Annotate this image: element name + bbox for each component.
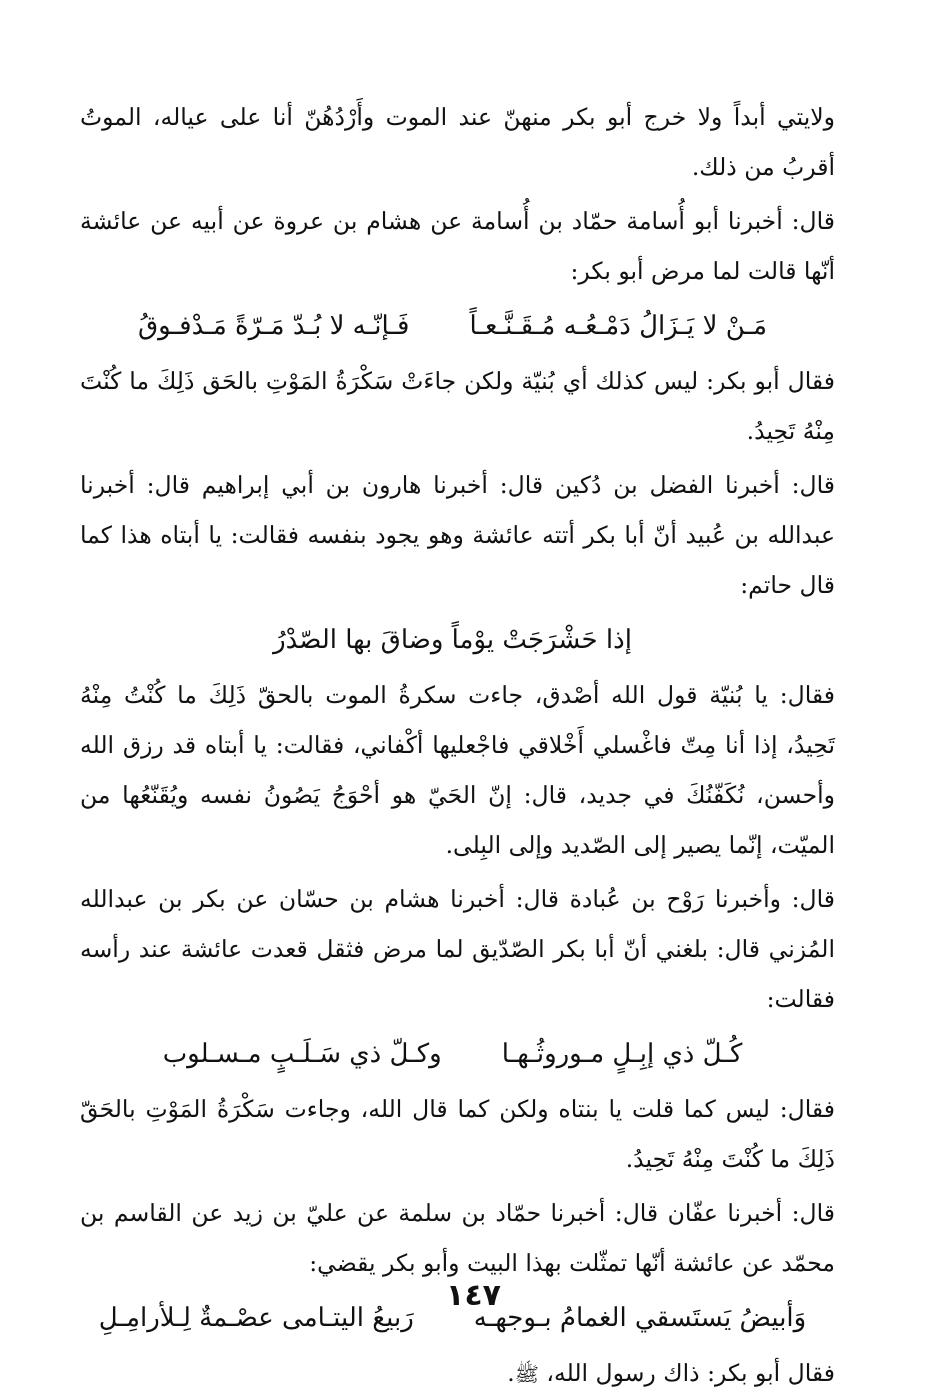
paragraph-3: فقال أبو بكر: ليس كذلك أي بُنيّة ولكن جاءَتْ سَكْرَةُ المَوْتِ بالحَق ذَلِكَ ما كُنْتَ مِنْهُ تَحِيدُ. — [80, 367, 835, 445]
paragraph-7: فقال: ليس كما قلت يا بنتاه ولكن كما قال الله، وجاءت سَكْرَةُ المَوْتِ بالحَقّ ذَلِكَ ما كُنْتَ مِنْهُ تَحِيدُ. — [80, 1095, 835, 1173]
paragraph-9-text: فقال أبو بكر: ذاك رسول الله، — [546, 1359, 835, 1387]
paragraph-6: قال: وأخبرنا رَوْح بن عُبادة قال: أخبرنا هشام بن حسّان عن بكر بن عبدالله المُزني قال: بلغني أنّ أبا بكر الصّدّيق لما مرض فثقل قعدت عائشة عند رأسه فقالت: — [80, 885, 835, 1013]
verse-3-second-hemistich: وكـلّ ذي سَـلَـبٍ مـسـلوب — [162, 1039, 442, 1069]
paragraph-5: فقال: يا بُنيّة قول الله أصْدق، جاءت سكرةُ الموت بالحقّ ذَلِكَ ما كُنْتُ مِنْهُ تَحِيدُ، إذا أنا مِتّ فاغْسلي أَخْلاقي فاجْعليها أكْفاني، فقالت: يا أبتاه قد رزق الله وأحسن، نُكَفّنُكَ في جديد، قال: إنّ الحَيّ هو أحْوَجُ يَصُونُ نفسه ويُقَنّعُها من الميّت، إنّما يصير إلى الصّديد وإلى البِلى. — [80, 681, 835, 859]
paragraph-2: قال: أخبرنا أبو أُسامة حمّاد بن أُسامة عن هشام بن عروة عن أبيه عن عائشة أنّها قالت لما مرض أبو بكر: — [80, 207, 835, 285]
verse-4-second-hemistich: رَبيعُ اليتـامى عصْـمةٌ لِـلأرامِـلِ — [98, 1303, 414, 1333]
verse-1 — [80, 300, 835, 352]
paragraph-1: ولايتي أبداً ولا خرج أبو بكر منهنّ عند الموت وأَرْدُهُنّ أنا على عياله، الموتُ أقربُ من ذلك. — [80, 103, 835, 181]
paragraph-8: قال: أخبرنا عفّان قال: أخبرنا حمّاد بن سلمة عن عليّ بن زيد عن القاسم بن محمّد عن عائشة أنّها تمثّلت بهذا البيت وأبو بكر يقضي: — [80, 1199, 835, 1277]
verse-3 — [80, 1028, 835, 1080]
verse-1-first-hemistich: مَـنْ لا يَـزَالُ دَمْـعُـه مُـقَـنَّـعـاً — [469, 311, 768, 341]
verse-1-second-hemistich: فَـإنّـه لا بُـدّ مَـرّةً مَـدْفـوقُ — [137, 311, 410, 341]
paragraph-9 — [80, 1348, 835, 1399]
verse-2 — [80, 614, 835, 666]
closing-period: . — [507, 1359, 515, 1387]
verse-2-line: إذا حَشْرَجَتْ يوْماً وضاقَ بها الصّدْرُ — [273, 625, 632, 655]
salutation-symbol: ﷺ — [514, 1362, 539, 1386]
page-number: ١٤٧ — [446, 1278, 501, 1313]
verse-3-first-hemistich: كُـلّ ذي إبِـلٍ مـوروثُـهـا — [501, 1039, 743, 1069]
paragraph-4: قال: أخبرنا الفضل بن دُكين قال: أخبرنا هارون بن أبي إبراهيم قال: أخبرنا عبدالله بن عُبيد أنّ أبا بكر أتته عائشة وهو يجود بنفسه فقالت: يا أبتاه هذا كما قال حاتم: — [80, 471, 835, 599]
verse-4-first-hemistich: وَأبيضُ يَستَسقي الغمامُ بـوجهـه — [473, 1303, 807, 1333]
